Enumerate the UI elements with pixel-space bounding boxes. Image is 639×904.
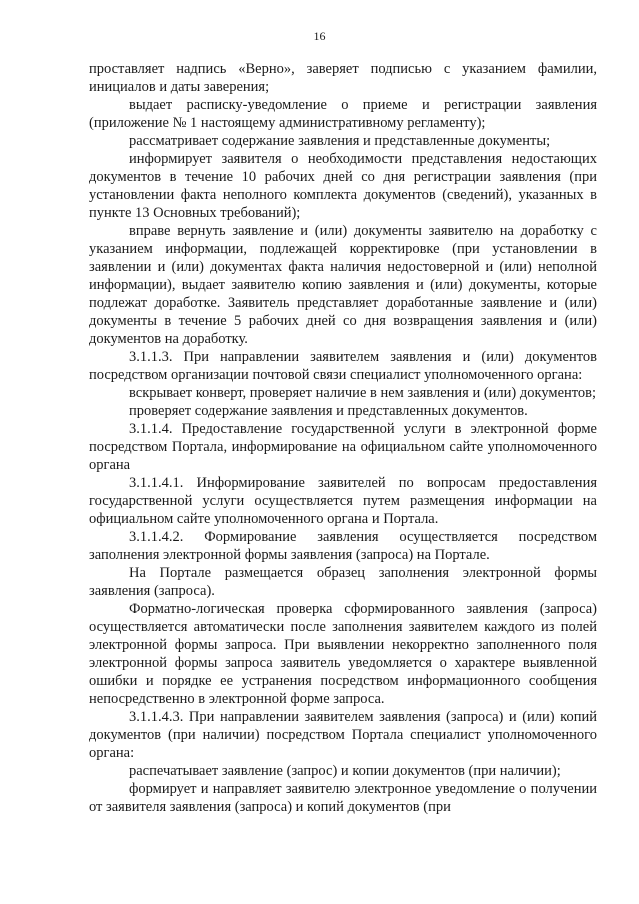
paragraph-7: вскрывает конверт, проверяет наличие в нем заявления и (или) документов; [129, 385, 597, 401]
paragraph-12: На Портале размещается образец заполнения электронной формы заявления (запроса). [89, 565, 597, 599]
paragraph-15: распечатывает заявление (запрос) и копии документов (при наличии); [129, 763, 561, 779]
paragraph-1: проставляет надпись «Верно», заверяет подписью с указанием фамилии, инициалов и даты заверения; [89, 61, 597, 95]
paragraph-14: 3.1.1.4.3. При направлении заявителем заявления (запроса) и (или) копий документов (при наличии) посредством Портала специалист уполномоченного органа: [89, 709, 597, 761]
paragraph-16: формирует и направляет заявителю электронное уведомление о получении от заявителя заявления (запроса) и копий документов (при [89, 781, 597, 815]
page-number: 16 [313, 29, 326, 43]
paragraph-3: рассматривает содержание заявления и представленные документы; [129, 133, 551, 149]
document-body [89, 60, 597, 816]
paragraph-6: 3.1.1.3. При направлении заявителем заявления и (или) документов посредством организации почтовой связи специалист уполномоченного органа: [89, 349, 597, 383]
paragraph-9: 3.1.1.4. Предоставление государственной услуги в электронной форме посредством Портала, информирование на официальном сайте уполномоченного органа [89, 421, 597, 473]
paragraph-10: 3.1.1.4.1. Информирование заявителей по вопросам предоставления государственной услуги осуществляется путем размещения информации на официальном сайте уполномоченного органа и Портала. [89, 475, 597, 527]
paragraph-2: выдает расписку-уведомление о приеме и регистрации заявления (приложение № 1 настоящему административному регламенту); [89, 97, 597, 131]
paragraph-4: информирует заявителя о необходимости представления недостающих документов в течение 10 рабочих дней со дня регистрации заявления (при установлении факта неполного комплекта документов (сведений), указанных в пункте 13 Основных требований); [89, 151, 597, 221]
paragraph-13: Форматно-логическая проверка сформированного заявления (запроса) осуществляется автоматически после заполнения заявителем каждого из полей электронной формы запроса. При выявлении некорректно заполненного поля электронной формы запроса заявитель уведомляется о характере выявленной ошибки и порядке ее устранения посредством информационного сообщения непосредственно в электронной форме запроса. [89, 601, 597, 707]
paragraph-8: проверяет содержание заявления и представленных документов. [129, 403, 528, 419]
paragraph-5: вправе вернуть заявление и (или) документы заявителю на доработку с указанием информации, подлежащей корректировке (при установлении в заявлении и (или) документах факта наличия недостоверной и (или) неполной информации), выдает заявителю копию заявления и (или) документы, которые подлежат доработке. Заявитель представляет доработанные заявление и (или) документы в течение 5 рабочих дней со дня возвращения заявления и (или) документов на доработку. [89, 223, 597, 347]
paragraph-11: 3.1.1.4.2. Формирование заявления осуществляется посредством заполнения электронной формы заявления (запроса) на Портале. [89, 529, 597, 563]
